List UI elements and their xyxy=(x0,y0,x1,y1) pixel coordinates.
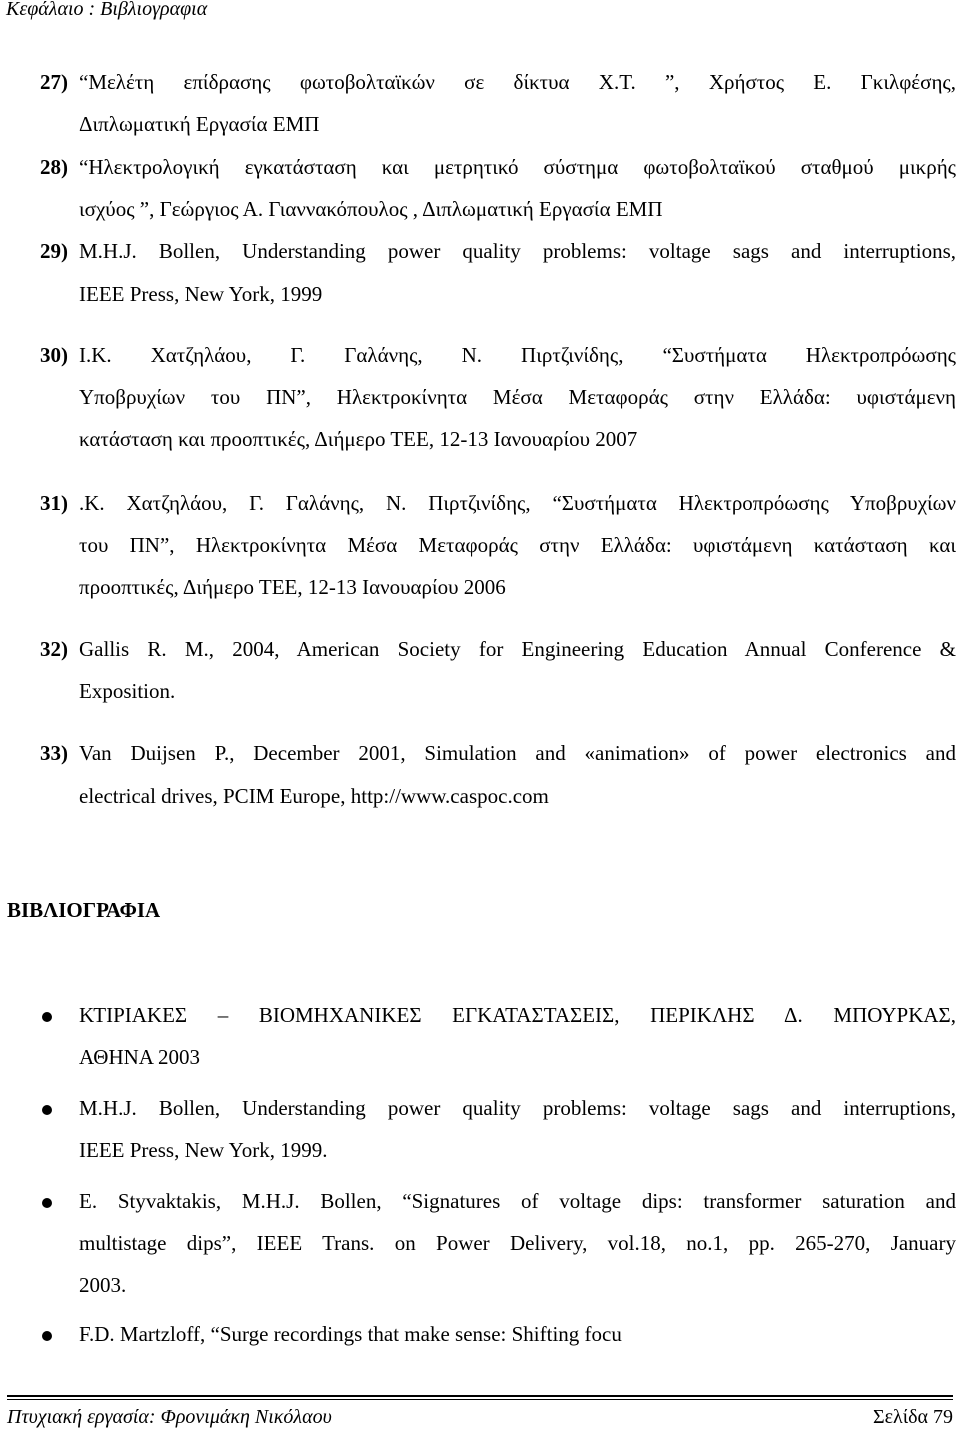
bullet-icon xyxy=(42,1012,52,1022)
bibliography-line: E. Styvaktakis, M.H.J. Bollen, “Signatures of voltage dips: transformer saturation and xyxy=(79,1189,956,1213)
bibliography-line: IEEE Press, New York, 1999. xyxy=(79,1138,328,1162)
reference-line: “Ηλεκτρολογική εγκατάσταση και μετρητικό σύστημα φωτοβολταϊκού σταθμού μικρής xyxy=(79,155,956,179)
page-header: Κεφάλαιο : Βιβλιογραφια xyxy=(6,0,208,20)
page-number: Σελίδα 79 xyxy=(872,1406,953,1428)
reference-line: Διπλωματική Εργασία ΕΜΠ xyxy=(79,112,320,136)
footer-rule-thin xyxy=(7,1399,953,1400)
reference-number: 32) xyxy=(40,637,68,661)
reference-number: 31) xyxy=(40,491,68,515)
bibliography-line: M.H.J. Bollen, Understanding power quality problems: voltage sags and interruptions, xyxy=(79,1096,956,1120)
footer-author: Πτυχιακή εργασία: Φρονιμάκη Νικόλαου xyxy=(7,1406,332,1428)
reference-line: Ι.Κ. Χατζηλάου, Γ. Γαλάνης, Ν. Πιρτζινίδης, “Συστήματα Ηλεκτροπρόωσης xyxy=(79,343,956,367)
reference-line: Gallis R. M., 2004, American Society for Engineering Education Annual Conference & xyxy=(79,637,956,661)
bibliography-line: multistage dips”, IEEE Trans. on Power Delivery, vol.18, no.1, pp. 265-270, January xyxy=(79,1231,956,1255)
reference-number: 27) xyxy=(40,70,68,94)
reference-line: προοπτικές, Διήμερο ΤΕΕ, 12-13 Ιανουαρίου 2006 xyxy=(79,575,506,599)
reference-number: 28) xyxy=(40,155,68,179)
reference-line: .Κ. Χατζηλάου, Γ. Γαλάνης, Ν. Πιρτζινίδης, “Συστήματα Ηλεκτροπρόωσης Υποβρυχίων xyxy=(79,491,956,515)
reference-line: Van Duijsen P., December 2001, Simulation and «animation» of power electronics and xyxy=(79,741,956,765)
reference-line: του ΠΝ”, Ηλεκτροκίνητα Μέσα Μεταφοράς στην Ελλάδα: υφιστάμενη κατάσταση και xyxy=(79,533,956,557)
reference-number: 29) xyxy=(40,239,68,263)
bibliography-title: ΒΙΒΛΙΟΓΡΑΦΙΑ xyxy=(7,898,161,922)
reference-line: M.H.J. Bollen, Understanding power quality problems: voltage sags and interruptions, xyxy=(79,239,956,263)
reference-line: “Μελέτη επίδρασης φωτοβολταϊκών σε δίκτυα Χ.Τ. ”, Χρήστος Ε. Γκιλφέσης, xyxy=(79,70,956,94)
reference-line: Exposition. xyxy=(79,679,176,703)
footer-rule xyxy=(7,1395,953,1397)
reference-line: ισχύος ”, Γεώργιος Α. Γιαννακόπουλος , Διπλωματική Εργασία ΕΜΠ xyxy=(79,197,663,221)
bibliography-line: ΚΤΙΡΙΑΚΕΣ – ΒΙΟΜΗΧΑΝΙΚΕΣ ΕΓΚΑΤΑΣΤΑΣΕΙΣ, ΠΕΡΙΚΛΗΣ Δ. ΜΠΟΥΡΚΑΣ, xyxy=(79,1003,956,1027)
reference-line: Υποβρυχίων του ΠΝ”, Ηλεκτροκίνητα Μέσα Μεταφοράς στην Ελλάδα: υφιστάμενη xyxy=(79,385,956,409)
reference-line: IEEE Press, New York, 1999 xyxy=(79,282,323,306)
reference-number: 30) xyxy=(40,343,68,367)
bibliography-line: ΑΘΗΝΑ 2003 xyxy=(79,1045,201,1069)
reference-line: κατάσταση και προοπτικές, Διήμερο ΤΕΕ, 12-13 Ιανουαρίου 2007 xyxy=(79,427,638,451)
bullet-icon xyxy=(42,1105,52,1115)
reference-line: electrical drives, PCIM Europe, http://www.caspoc.com xyxy=(79,784,549,808)
bullet-icon xyxy=(42,1331,52,1341)
bullet-icon xyxy=(42,1198,52,1208)
reference-number: 33) xyxy=(40,741,68,765)
bibliography-line: F.D. Martzloff, “Surge recordings that make sense: Shifting focu xyxy=(79,1322,622,1346)
bibliography-line: 2003. xyxy=(79,1273,127,1297)
